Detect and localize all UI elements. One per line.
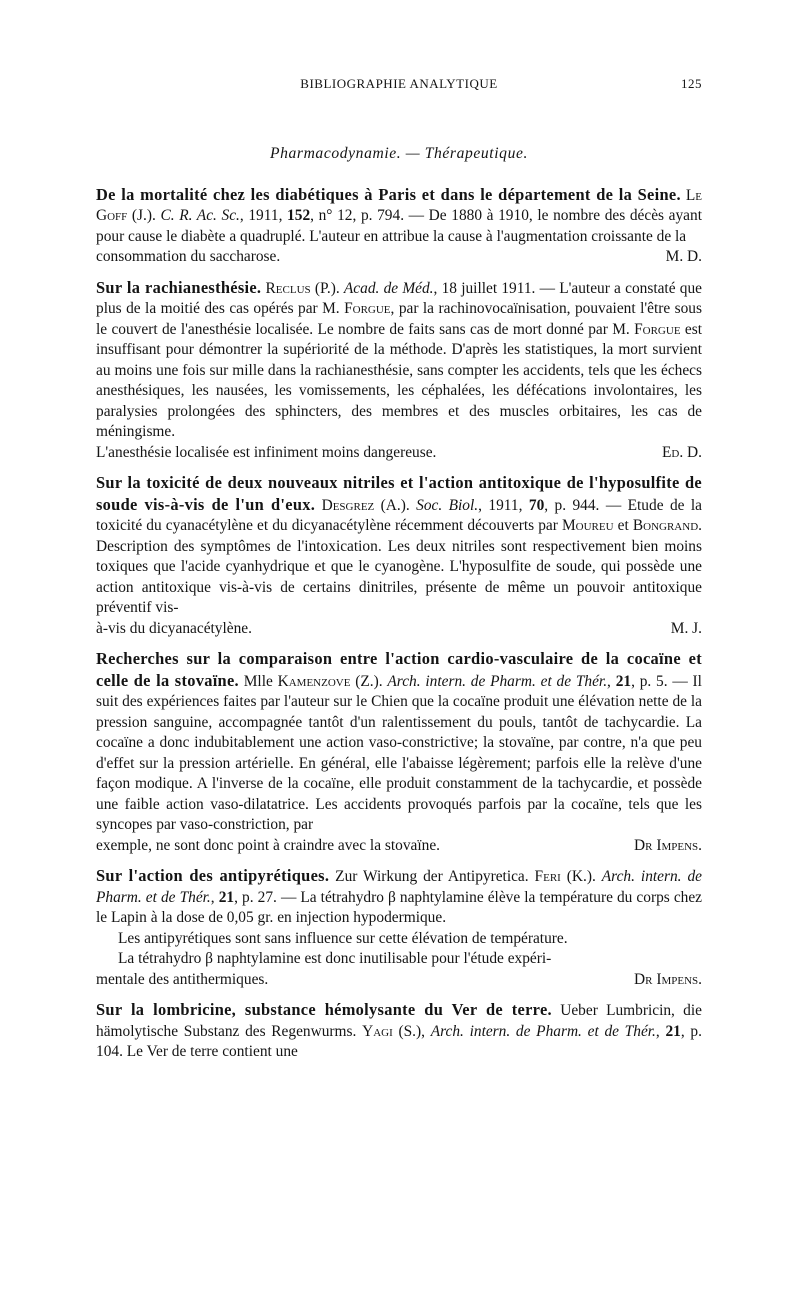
cited-person: Forgue xyxy=(634,320,681,338)
entry-abstract-end: consommation du saccharose. xyxy=(96,248,281,265)
entry-abstract: et xyxy=(613,517,633,534)
entry-volume: 152 xyxy=(287,207,311,224)
entry-author: Le Goff (J.). xyxy=(96,186,702,224)
entry-title: Recherches sur la comparaison entre l'action cardio-vasculaire de la cocaïne et celle de la stovaïne. xyxy=(96,649,702,690)
entry-author: Yagi (S.), xyxy=(362,1022,425,1040)
entry-reference: , p. 944. xyxy=(544,496,600,514)
entry-title: Sur l'action des antipyrétiques. xyxy=(96,866,330,885)
entry-author: Desgrez (A.). xyxy=(321,496,410,514)
entry-german-title: Ueber Lumbricin, die hämolytische Substanz des Regenwurms. xyxy=(96,1002,702,1040)
bibliography-entry xyxy=(96,473,702,639)
entry-reference: , 18 juillet 1911. xyxy=(433,279,536,297)
entry-journal: Acad. de Méd. xyxy=(343,279,434,297)
entry-volume: 21 xyxy=(218,888,235,906)
entry-volume: 70 xyxy=(528,496,545,514)
entry-reference: , xyxy=(655,1022,666,1040)
bibliography-entry xyxy=(96,278,702,464)
entry-abstract-end: L'anesthésie localisée est infiniment moins dangereuse. xyxy=(96,443,437,461)
entry-abstract: , par la rachinovocaïnisation, pouvaient l'être sous le couvert de l'anesthésie localisée. Le nombre de faits sans cas de mort donné par M. xyxy=(96,300,702,338)
entry-last-line xyxy=(96,247,702,268)
entry-title: Sur la lombricine, substance hémolysante du Ver de terre. xyxy=(96,1000,552,1019)
entry-reference: , p. 5. xyxy=(631,672,668,690)
running-title: BIBLIOGRAPHIE ANALYTIQUE xyxy=(300,76,498,91)
entry-abstract: est insuffisant pour démontrer la supériorité de la méthode. D'après les statistiques, la mort survient au moins une fois sur mille dans la rachianesthésie, sans compter les accidents, tels que les échecs anesthésiques, les nausées, les vomissements, les céphalées, les défécations involontaires, les paralysies prolongées des sphincters, des membres et des muscles orbitaires, les cas de méningisme. xyxy=(96,320,702,440)
entry-abstract: — Etude de la toxicité du cyanacétylène et du dicyanacétylène récemment découverts par xyxy=(96,496,702,534)
entry-author: Kamenzove (Z.). xyxy=(277,672,383,690)
entry-journal: Soc. Biol. xyxy=(416,496,479,514)
entry-signature: Dr Impens. xyxy=(634,836,702,854)
entry-signature: Dr Impens. xyxy=(634,970,702,988)
bibliography-entry xyxy=(96,866,702,990)
entry-author: Feri (K.). xyxy=(534,868,596,885)
entry-signature: Ed. D. xyxy=(661,443,702,461)
entry-author-prefix: Mlle xyxy=(243,672,273,690)
page-header xyxy=(96,74,702,96)
entry-volume: 21 xyxy=(615,672,632,690)
entry-journal: C. R. Ac. Sc. xyxy=(160,207,240,224)
entry-abstract: — Il suit des expériences faites par l'auteur sur le Chien que la cocaïne produit une élévation nette de la pression sanguine, accompagnée tantôt d'un ralentissement du pouls, tantôt de tachycardie. La cocaïne a donc indubitablement une action vaso-constrictive; la stovaïne, par contre, n'a que peu d'effet sur la pression artérielle. En général, elle l'abaisse légèrement; parfois elle la relève d'une façon modique. A l'inverse de la cocaïne, elle produit constamment de la tachycardie, et possède une faible action vaso-dilatatrice. Les accidents provoqués parfois par la cocaïne, tels que les syncopes par vaso-constriction, par xyxy=(96,672,702,833)
bibliography-entry xyxy=(96,185,702,268)
entry-abstract: Le Ver de terre contient une xyxy=(122,1043,298,1060)
entry-paragraph: La tétrahydro β naphtylamine est donc inutilisable pour l'étude expéri- xyxy=(118,950,552,967)
entry-signature: M. D. xyxy=(665,248,702,265)
section-title: Pharmacodynamie. — Thérapeutique. xyxy=(269,145,528,162)
entry-abstract-end: exemple, ne sont donc point à craindre avec la stovaïne. xyxy=(96,836,441,854)
entry-journal: Arch. intern. de Pharm. et de Thér. xyxy=(387,672,608,690)
page-number: 125 xyxy=(681,76,702,91)
entry-title: De la mortalité chez les diabétiques à Paris et dans le département de la Seine. xyxy=(96,184,681,204)
entry-reference: , p. 27. xyxy=(234,888,277,906)
entry-abstract: . Description des symptômes de l'intoxication. Les deux nitriles sont respectivement bien moins toxiques que l'acide cyanhydrique et que le cyanogène. L'hyposulfite de soude, qui possède une action antitoxique vis-à-vis de certains dinitriles, présente de même un pouvoir antitoxique préventif vis- xyxy=(96,517,702,616)
bibliography-entry xyxy=(96,1000,702,1063)
bibliography-entry xyxy=(96,649,702,856)
entry-volume: 21 xyxy=(665,1022,681,1040)
entry-signature: M. J. xyxy=(670,619,702,637)
entry-last-line xyxy=(96,970,702,991)
entry-reference: , 1911, xyxy=(478,496,529,514)
entry-last-line xyxy=(96,443,702,464)
entry-title: Sur la toxicité de deux nouveaux nitriles et l'action antitoxique de l'hyposulfite de soude vis-à-vis de l'un d'eux. xyxy=(96,473,702,514)
entry-reference: , xyxy=(210,888,219,906)
entry-reference: , 1911, xyxy=(239,207,288,224)
entry-abstract-end: à-vis du dicyanacétylène. xyxy=(96,619,252,637)
entry-paragraph: Les antipyrétiques sont sans influence sur cette élévation de température. xyxy=(118,929,568,947)
entry-author: Reclus (P.). xyxy=(265,279,340,297)
cited-person: Moureu xyxy=(561,517,614,534)
entry-reference: , n° 12, p. 794. xyxy=(310,207,405,224)
document-page xyxy=(96,74,702,1073)
entry-title: Sur la rachianesthésie. xyxy=(96,277,262,297)
entry-abstract: — L'auteur a constaté que plus de la moitié des cas opérés par M. xyxy=(96,279,702,317)
entry-abstract-end: mentale des antithermiques. xyxy=(96,970,269,988)
cited-person: Bongrand xyxy=(632,517,699,534)
entry-last-line xyxy=(96,619,702,640)
entry-reference: , xyxy=(607,672,616,690)
entry-german-title: Zur Wirkung der Antipyretica. xyxy=(329,868,535,885)
cited-person: Forgue xyxy=(344,300,391,317)
entry-abstract: — La tétrahydro β naphtylamine élève la température du corps chez le Lapin à la dose de 0,05 gr. en injection hypodermique. xyxy=(96,888,703,926)
entry-journal: Arch. intern. de Pharm. et de Thér. xyxy=(430,1022,656,1040)
entry-last-line xyxy=(96,836,702,857)
entry-journal: Arch. intern. de Pharm. et de Thér. xyxy=(96,868,702,906)
entry-reference: , p. 104. xyxy=(96,1022,702,1060)
entry-abstract: — De 1880 à 1910, le nombre des décès ayant pour cause le diabète a quadruplé. L'auteur en attribue la cause à l'augmentation croissante de la xyxy=(96,207,702,245)
